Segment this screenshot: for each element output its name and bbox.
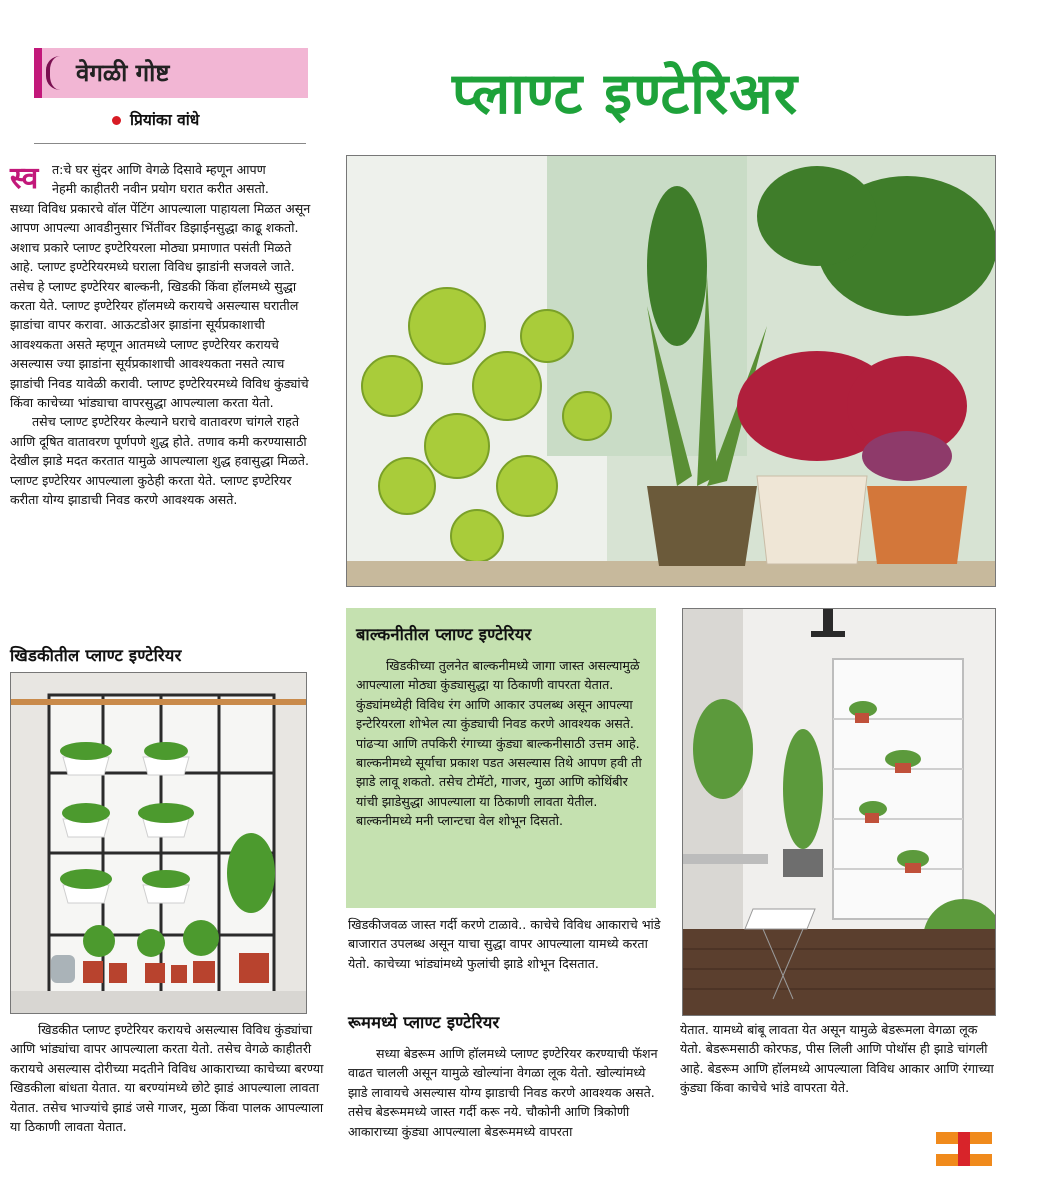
column-label-bar (34, 48, 42, 98)
bullet-dot-icon (112, 116, 121, 125)
intro-paragraph-2: तसेच प्लाण्ट इण्टेरियर केल्याने घराचे वातावरण चांगले राहते आणि दूषित वातावरण पूर्णपणे शुद्ध होते. तणाव कमी करण्यासाठी देखील झाडे मदत करतात यामुळे आपल्याला शुद्ध हवासुद्धा मिळते. प्लाण्ट इण्टेरियर आपल्याला कुठेही करता येते. प्लाण्ट इण्टेरियर करीता योग्य झाडाची निवड करणे आवश्यक असते. (10, 414, 309, 508)
intro-lead-line2: नेहमी काहीतरी नवीन प्रयोग घरात करीत असतो. (52, 181, 269, 196)
main-plants-photo (346, 155, 996, 587)
column-label-box (34, 48, 308, 98)
balcony-section-heading: बाल्कनीतील प्लाण्ट इण्टेरियर (356, 625, 532, 644)
glass-jars-paragraph: खिडकीजवळ जास्त गर्दी करणे टाळावे.. काचेचे विविध आकाराचे भांडे बाजारात उपलब्ध असून याचा सुद्धा वापर आपल्याला यामध्ये करता येतो. काचेच्या भांड्यांमध्ये फुलांची झाडे शोभून दिसतात. (348, 917, 661, 971)
balcony-section-body: खिडकीच्या तुलनेत बाल्कनीमध्ये जागा जास्त असल्यामुळे आपल्याला मोठ्या कुंड्यासुद्धा या ठिकाणी वापरता येतात. कुंड्यांमध्येही विविध रंग आणि आकार उपलब्ध असून आपल्या इन्टेरियरला शोभेल त्या कुंड्याची निवड करणे आवश्यक असते. पांढऱ्या आणि तपकिरी रंगाच्या कुंड्या बाल्कनीसाठी उत्तम आहे. बाल्कनीमध्ये सूर्याचा प्रकाश पडत असल्यास तिथे आपण हवी ती झाडे लावू शकतो. तसेच टोमॅटो, गाजर, मुळा आणि कोथिंबीर यांची झाडेसुद्धा आपल्याला या ठिकाणी लावता येतील. बाल्कनीमध्ये मनी प्लान्टचा वेल शोभून दिसतो. (356, 658, 642, 829)
intro-lead-line1: त:चे घर सुंदर आणि वेगळे दिसावे म्हणून आपण (52, 162, 266, 177)
intro-paragraph-1: सध्या विविध प्रकारचे वॉल पेंटिंग आपल्याला पाहायला मिळत असून आपण आपल्या आवडीनुसार भिंतींवर डिझाईनसुद्धा काढू शकतो. अशाच प्रकारे प्लाण्ट इण्टेरियरला मोठ्या प्रमाणात पसंती मिळते आहे. प्लाण्ट इण्टेरियरमध्ये घराला विविध झाडांनी सजवले जाते. तसेच हे प्लाण्ट इण्टेरियर बाल्कनी, खिडकी किंवा हॉलमध्ये सुद्धा करता येते. प्लाण्ट इण्टेरियर हॉलमध्ये करायचे असल्यास घरातील झाडांचा वापर करावा. आऊटडोअर झाडांना सूर्यप्रकाशाची आवश्यकता असते म्हणून आतमध्ये प्लाण्ट इण्टेरियर करायचे असल्यास ज्या झाडांना सूर्यप्रकाशाची आवश्यकता नसते त्याच झाडांची निवड यावेळी करावी. प्लाण्ट इण्टेरियरमध्ये विविध कुंड्यांचे किंवा काचेच्या भांड्याचा वापरसुद्धा आपल्याला करता येतो. (10, 201, 311, 411)
room-section-heading: रूममध्ये प्लाण्ट इण्टेरियर (348, 1013, 500, 1032)
headline: प्लाण्ट इण्टेरिअर (452, 61, 799, 127)
byline-name: प्रियांका वांधे (130, 111, 200, 129)
byline (112, 108, 199, 130)
byline-rule (34, 143, 306, 144)
balcony-greenhouse-photo (682, 608, 996, 1016)
drop-cap: स्व (10, 161, 39, 196)
balcony-box (346, 608, 656, 908)
intro-lead (10, 160, 312, 199)
column-label-text: वेगळी गोष्ट (76, 59, 170, 87)
window-section-heading: खिडकीतील प्लाण्ट इण्टेरियर (10, 646, 182, 665)
window-plants-photo (10, 672, 307, 1014)
column-label-curve (46, 56, 64, 90)
publication-logo-icon (936, 1132, 994, 1166)
room-section-body: सध्या बेडरूम आणि हॉलमध्ये प्लाण्ट इण्टेरियर करण्याची फॅशन वाढत चालली असून यामुळे खोल्यांना वेगळा लूक येतो. खोल्यांमध्ये झाडे लावायचे असल्यास योग्य झाडाची निवड करणे आवश्यक असते. तसेच बेडरूममध्ये जास्त गर्दी करू नये. चौकोनी आणि त्रिकोणी आकाराच्या कुंड्या आपल्याला बेडरूममध्ये वापरता (348, 1046, 658, 1139)
intro-article (10, 160, 312, 510)
room-section-continued: येतात. यामध्ये बांबू लावता येत असून यामुळे बेडरूमला वेगळा लूक येतो. बेडरूमसाठी कोरफड, पीस लिली आणि पोथॉस ही झाडे चांगली आहे. बेडरूम आणि हॉलमध्ये आपल्याला विविध आकार आणि रंगाच्या कुंड्या किंवा काचेचे भांडे वापरता येते. (680, 1022, 994, 1096)
window-section-body: खिडकीत प्लाण्ट इण्टेरियर करायचे असल्यास विविध कुंड्यांचा आणि भांड्यांचा वापर आपल्याला करता येतो. तसेच वेगळे काहीतरी करायचे असल्यास दोरीच्या मदतीने विविध आकाराच्या काचेच्या बरण्या खिडकीला बांधता येतात. या बरण्यांमध्ये छोटे झाडं आपल्याला लावता येतात. तसेच भाज्यांचे झाडं जसे गाजर, मुळा किंवा पालक आपल्याला या ठिकाणी लावता येतात. (10, 1022, 324, 1135)
